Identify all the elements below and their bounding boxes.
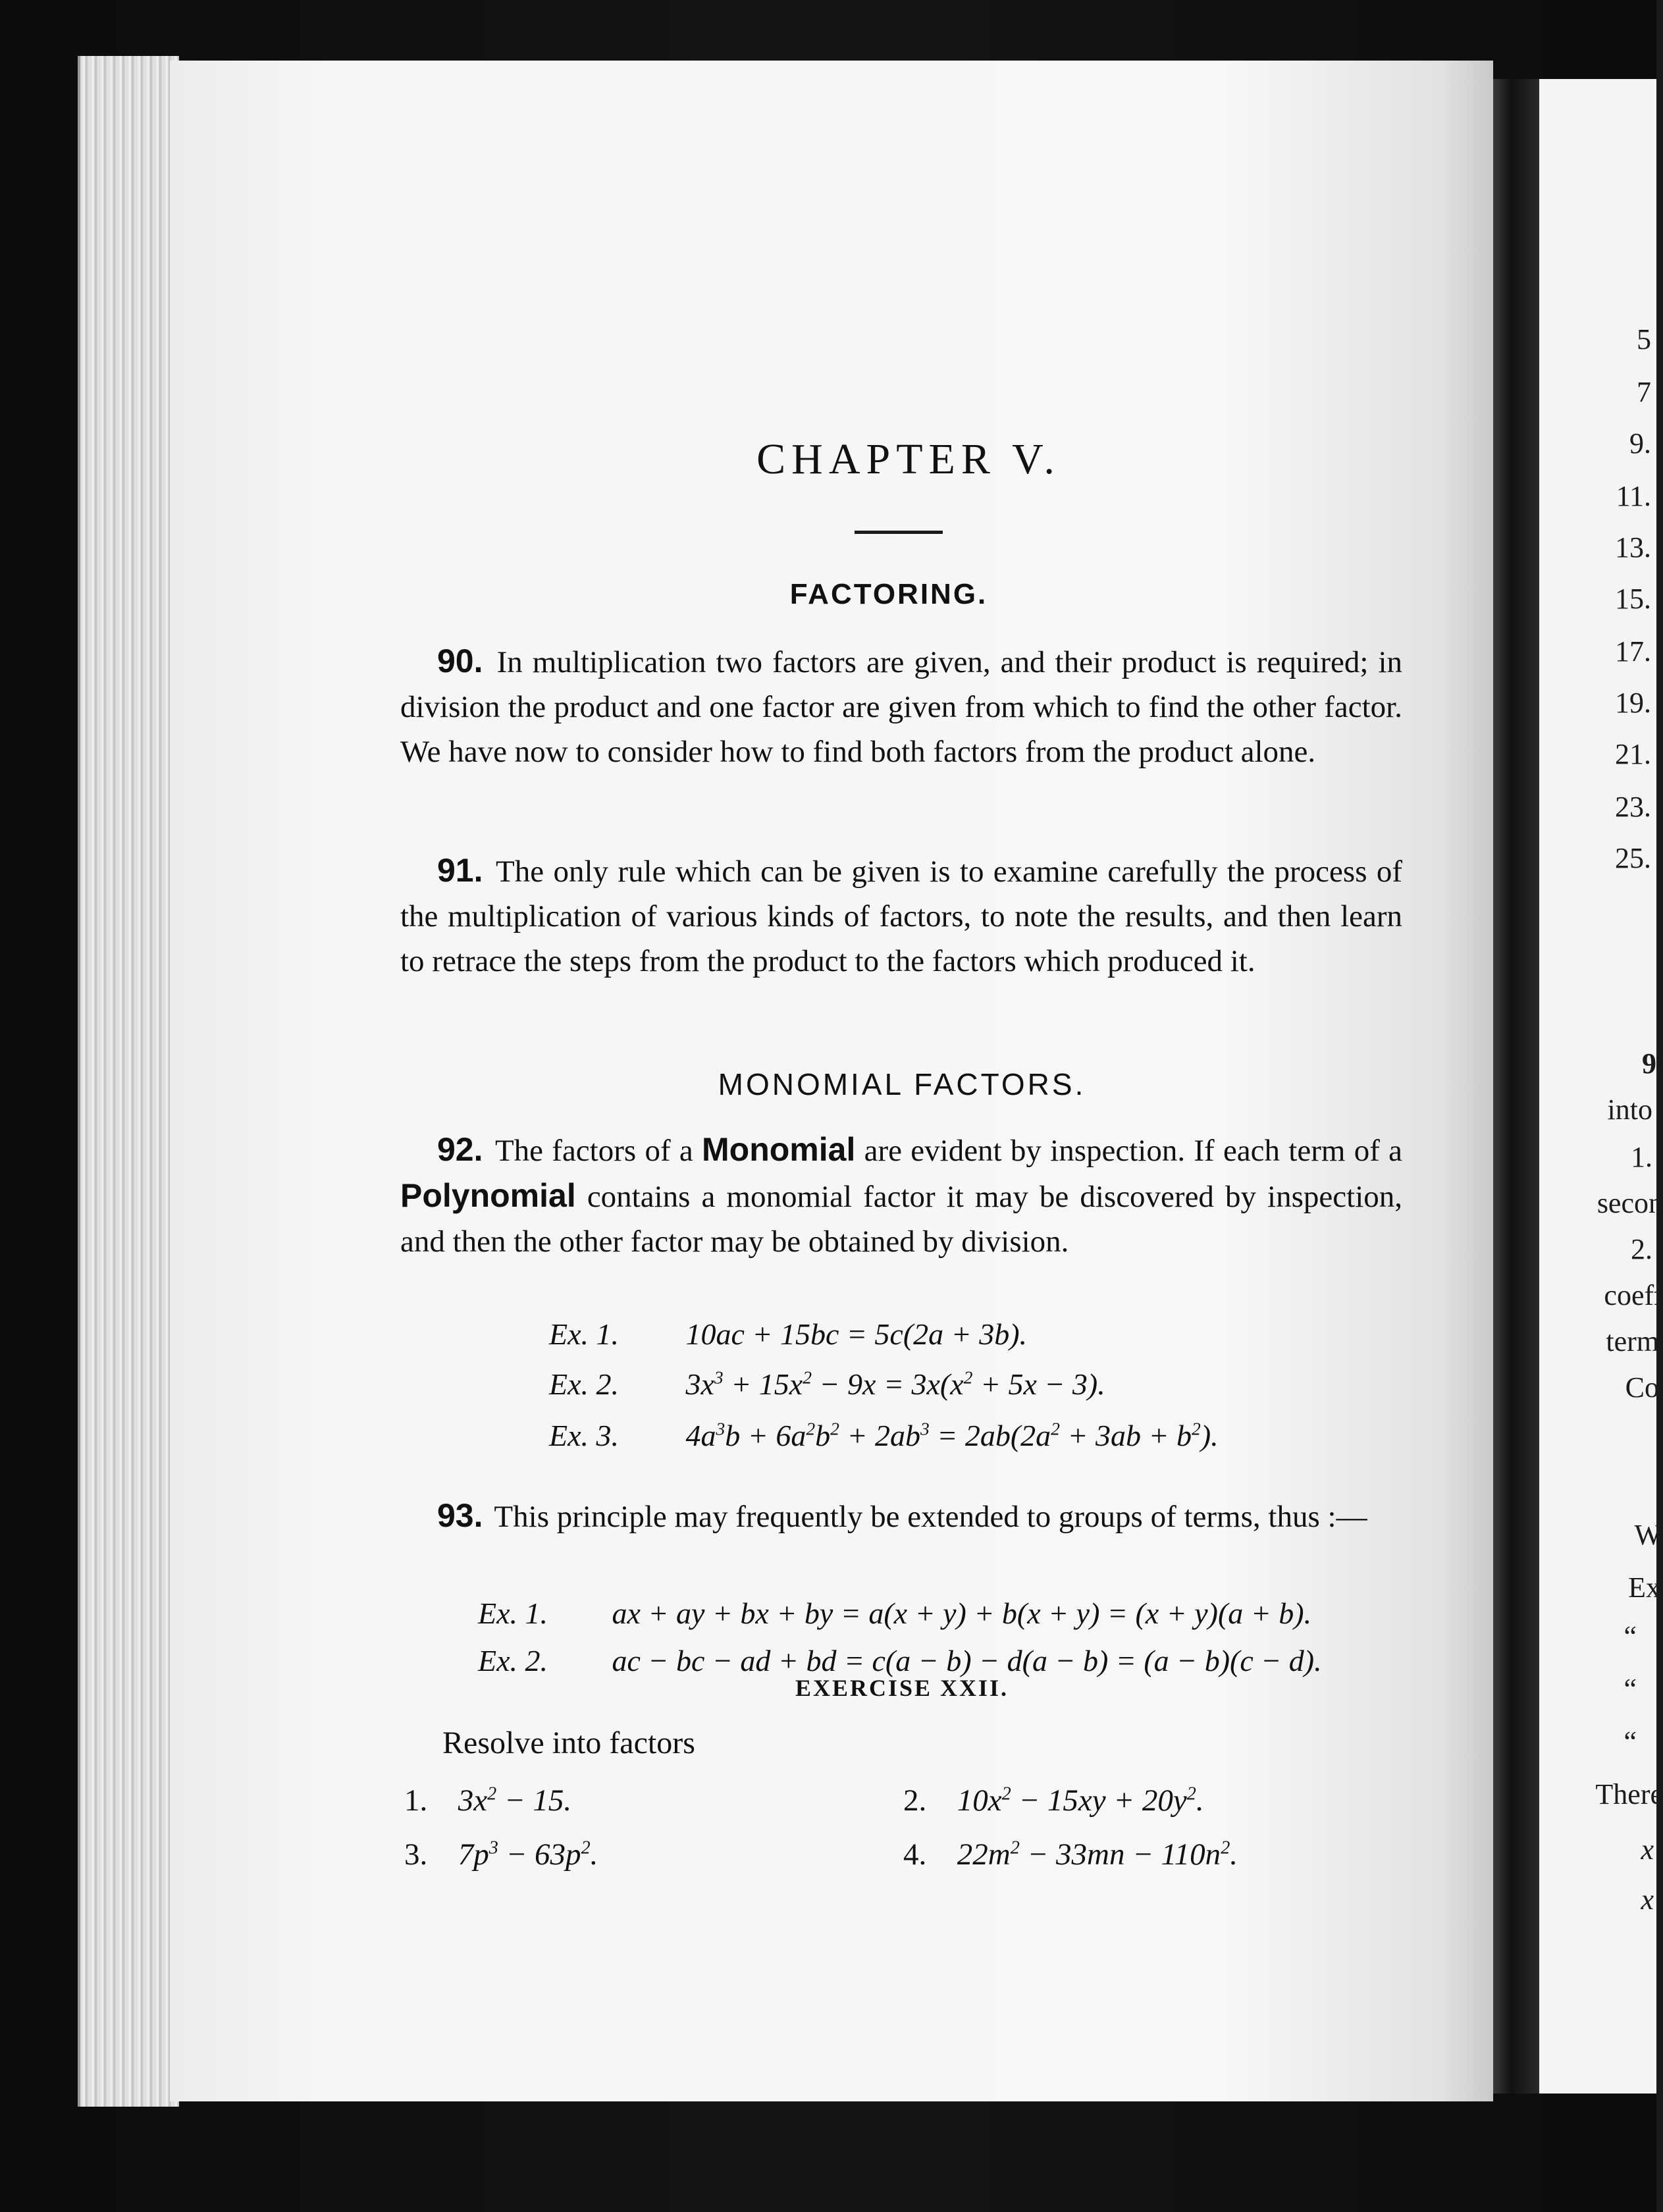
title-rule [855, 531, 943, 534]
example-equation: $4a^3b + 6a^2b^2 + 2ab^3 = 2ab(2a^2 + 3ab + b^2)$. [685, 1418, 1219, 1452]
facing-page-number: 15. [1615, 583, 1651, 615]
example-equation: ax + ay + bx + by = a(x + y) + b(x + y) = (x + y)(a + b). [612, 1596, 1312, 1630]
facing-page-fragment [1539, 79, 1663, 2094]
facing-page-number: 7 [1637, 376, 1651, 408]
problem-expression: $3x^2 - 15$. [458, 1783, 572, 1818]
problem-number: 4. [903, 1837, 927, 1872]
problem-number: 3. [404, 1837, 428, 1872]
problem-expression: $22m^2 - 33mn - 110n^2$. [957, 1837, 1238, 1872]
example-93-2 [478, 1643, 1322, 1678]
facing-page-text: “ [1623, 1725, 1637, 1758]
facing-page-text: “ [1623, 1673, 1637, 1705]
example-equation: $3x^3 + 15x^2 - 9x = 3x(x^2 + 5x - 3)$. [685, 1367, 1105, 1401]
facing-page-text: There [1595, 1778, 1663, 1810]
paragraph-text: This principle may frequently be extended to groups of terms, thus :— [494, 1500, 1367, 1534]
paragraph-93 [400, 1493, 1402, 1539]
paragraph-number: 90. [437, 643, 483, 679]
facing-page-number: 13. [1615, 531, 1651, 564]
paragraph-text: The factors of a [494, 1134, 693, 1168]
paragraph-91 [400, 848, 1402, 984]
facing-page-text: x [1641, 1883, 1654, 1916]
facing-page-text: secon [1597, 1187, 1663, 1219]
paragraph-number: 91. [437, 852, 483, 889]
paragraph-90 [400, 639, 1402, 774]
subsection-title: MONOMIAL FACTORS. [718, 1067, 1086, 1101]
problem-number: 2. [903, 1783, 927, 1818]
example-93-1 [478, 1596, 1311, 1631]
facing-page-number: 9. [1629, 427, 1651, 460]
facing-page-number: 23. [1615, 791, 1651, 823]
exercise-problem [404, 1837, 598, 1872]
chapter-title: CHAPTER V. [756, 435, 1061, 483]
example-equation: 10ac + 15bc = 5c(2a + 3b). [685, 1317, 1028, 1351]
term-polynomial: Polynomial [400, 1177, 576, 1214]
problem-expression: $10x^2 - 15xy + 20y^2$. [957, 1783, 1204, 1818]
paragraph-92 [400, 1127, 1402, 1264]
facing-page-text: into [1607, 1093, 1652, 1126]
page-edges [78, 56, 179, 2107]
example-label: Ex. 1. [478, 1596, 548, 1630]
facing-page-text: “ [1623, 1620, 1637, 1652]
term-monomial: Monomial [702, 1131, 856, 1168]
problem-number: 1. [404, 1783, 428, 1818]
exercise-problem [404, 1783, 571, 1818]
example-label: Ex. 1. [549, 1317, 620, 1351]
example-label: Ex. 2. [478, 1644, 548, 1677]
facing-page-number: 11. [1616, 480, 1651, 512]
facing-page-number: 5 [1637, 323, 1651, 356]
exercise-instruction: Resolve into factors [442, 1725, 695, 1760]
example-92-1 [549, 1317, 1027, 1352]
facing-page-number: 19. [1615, 687, 1651, 719]
facing-page-text: term [1606, 1325, 1659, 1357]
example-92-2 [549, 1367, 1105, 1402]
facing-page-text: 9 [1642, 1047, 1656, 1080]
facing-page-number: 21. [1615, 738, 1651, 770]
paragraph-text: The only rule which can be given is to examine carefully the process of the multiplication of various kinds of factors, to note the results, and then learn to retrace the steps from the product to the factors which produced it. [400, 855, 1402, 978]
exercise-problem [903, 1783, 1204, 1818]
facing-page-text: 1. [1631, 1141, 1652, 1173]
exercise-title: EXERCISE XXII. [795, 1675, 1009, 1701]
exercise-problem [903, 1837, 1238, 1872]
section-title: FACTORING. [789, 578, 988, 610]
book-gutter [1493, 79, 1539, 2094]
facing-page-text: coeff [1604, 1279, 1663, 1311]
example-equation: ac − bc − ad + bd = c(a − b) − d(a − b) = (a − b)(c − d). [612, 1644, 1322, 1677]
facing-page-number: 17. [1615, 635, 1651, 668]
facing-page-text: W [1634, 1519, 1662, 1551]
paragraph-text: contains a monomial factor it may be discovered by inspection, and then the other factor may be obtained by division. [400, 1180, 1402, 1259]
facing-page-number: 25. [1615, 842, 1651, 874]
paragraph-number: 92. [437, 1131, 483, 1168]
example-label: Ex. 3. [549, 1419, 620, 1452]
paragraph-text: are evident by inspection. If each term of a [864, 1134, 1402, 1168]
problem-expression: $7p^3 - 63p^2$. [458, 1837, 598, 1872]
example-label: Ex. 2. [549, 1367, 620, 1401]
facing-page-text: Ex [1628, 1571, 1660, 1604]
facing-page-text: Co [1625, 1371, 1659, 1404]
paragraph-text: In multiplication two factors are given, and their product is required; in division the product and one factor are given from which to find the other factor. We have now to consider how to find both factors from the product alone. [400, 645, 1402, 769]
paragraph-number: 93. [437, 1497, 483, 1534]
facing-page-text: x [1641, 1833, 1654, 1866]
example-92-3 [549, 1418, 1219, 1453]
facing-page-text: 2. [1631, 1233, 1652, 1265]
